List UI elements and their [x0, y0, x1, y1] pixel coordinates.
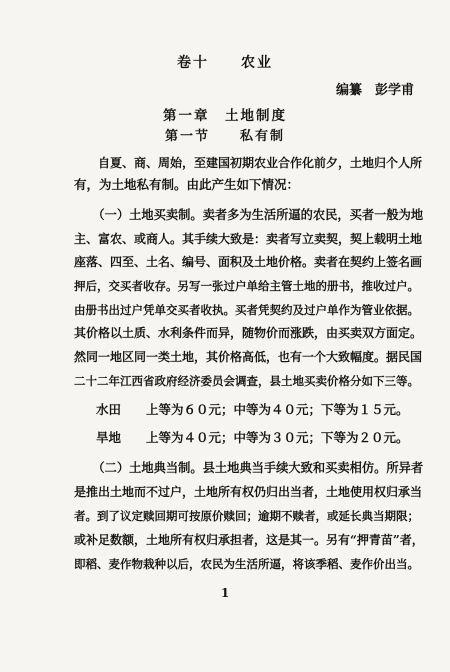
section-heading: 第一节 私有制 [164, 129, 285, 144]
chapter-heading: 第一章 土地制度 [163, 108, 287, 124]
price-row-dryland: 旱地 上等为４０元；中等为３０元；下等为２０元。 [96, 430, 409, 445]
body-line: 或补足数额，土地所有权归承担者，这是其一。另有“押青苗”者， [74, 533, 424, 547]
body-line: 由册书出过户凭单交买者收执。买者凭契约及过户单作为管业依据。 [74, 303, 419, 317]
body-line: 然同一地区同一类土地，其价格高低，也有一个大致幅度。据民国 [74, 350, 423, 364]
body-line: 押后，交买者收存。另写一张过户单给主管土地的册书，推收过户。 [74, 279, 419, 293]
body-line: （一）土地买卖制。卖者多为生活所逼的农民，买者一般为地 [74, 207, 424, 222]
volume-title: 卷十 农业 [177, 55, 273, 71]
body-line: 即稻、麦作物栽种以后，农民为生活所逼，将该季稻、麦作价出当。 [74, 557, 419, 571]
body-line: 者。到了议定赎回期可按原价赎回；逾期不赎者，或延长典当期限； [74, 509, 419, 523]
compiler-credit: 编纂 彭学甫 [335, 83, 414, 98]
price-row-paddy: 水田 上等为６０元；中等为４０元；下等为１５元。 [96, 402, 409, 417]
body-line: 是推出土地而不过户，土地所有权仍归出当者，土地使用权归承当 [74, 485, 423, 499]
page-number: 1 [220, 586, 230, 600]
body-line: （二）土地典当制。县土地典当手续大致和买卖相仿。所异者 [74, 460, 424, 475]
body-line: 座落、四至、土名、编号、面积及土地价格。卖者在契约上签名画 [74, 255, 423, 269]
body-line: 有，为土地私有制。由此产生如下情况： [74, 177, 300, 192]
body-line: 其价格以土质、水利条件而异，随物价而涨跌，由买卖双方面定。 [74, 326, 423, 340]
body-line: 自夏、商、周始，至建国初期农业合作化前夕，土地归个人所 [74, 156, 423, 170]
body-line: 二十二年江西省政府经济委员会调查，县土地买卖价格分如下三等。 [74, 374, 419, 388]
body-line: 主、富农、或商人。其手续大致是：卖者写立卖契，契上载明土地 [74, 232, 423, 246]
